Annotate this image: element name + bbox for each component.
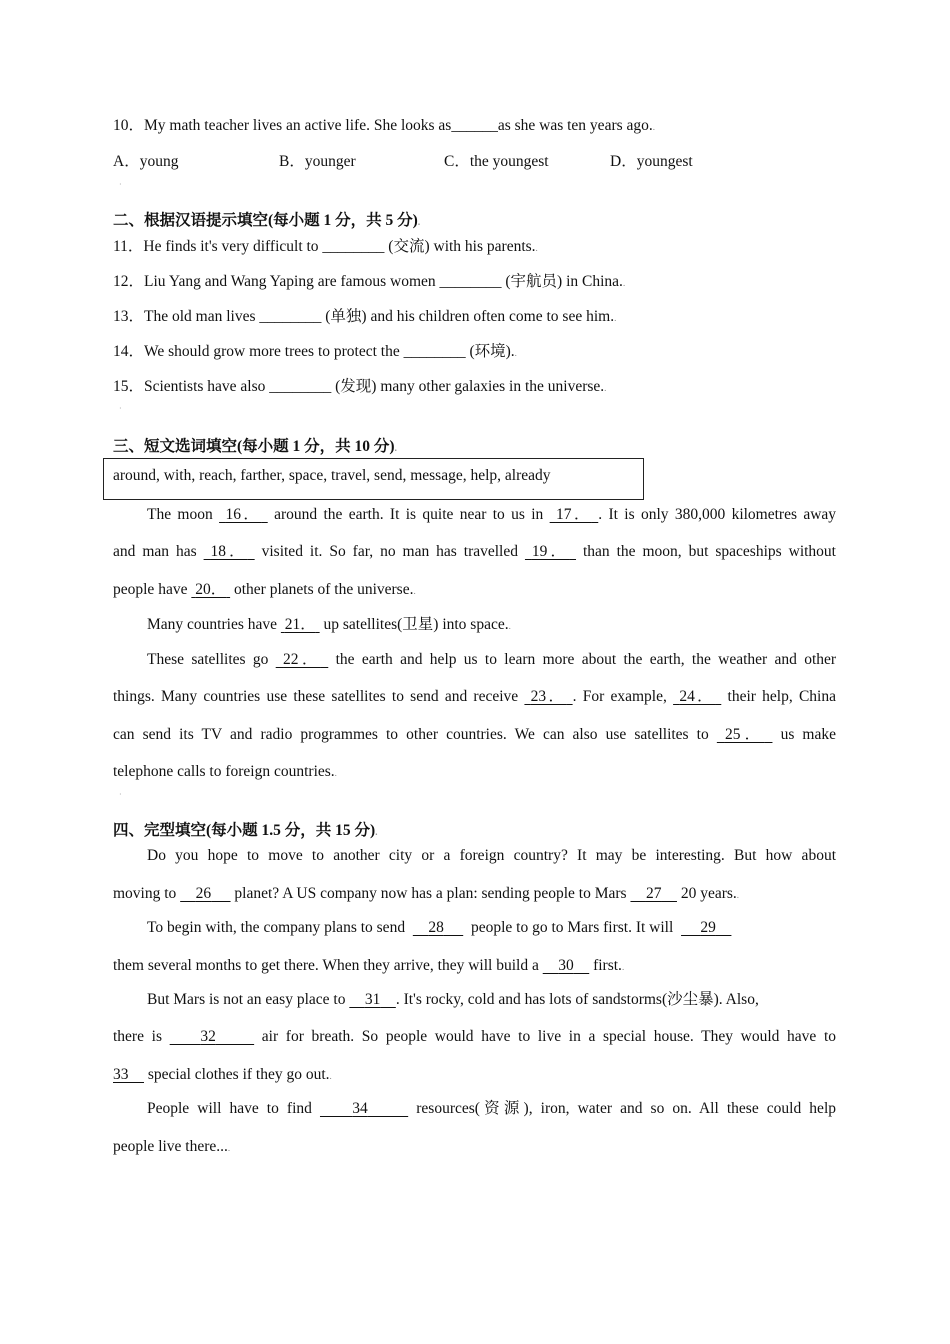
- option-d: D．youngest: [610, 153, 693, 170]
- question-15: 15．Scientists have also ________ (发现) many other galaxies in the universe..: [113, 378, 607, 395]
- cloze-line: 33 special clothes if they go out..: [113, 1066, 332, 1083]
- section-3-heading: 三、短文选词填空(每小题 1 分，共 10 分).: [113, 438, 397, 455]
- blank-22[interactable]: 22．: [283, 651, 321, 668]
- blank-16[interactable]: 16．: [225, 506, 262, 523]
- section-2-heading: 二、根据汉语提示填空(每小题 1 分，共 5 分).: [113, 212, 421, 229]
- cloze-line: People will have to find 34 resources(资源), iron, water and so on. All these could help: [147, 1100, 836, 1117]
- section-4-heading: 四、完型填空(每小题 1.5 分，共 15 分).: [113, 822, 378, 839]
- passage-line: can send its TV and radio programmes to other countries. We can also use satellites to 25． us make: [113, 726, 837, 743]
- option-c: C．the youngest: [444, 153, 549, 170]
- blank-21[interactable]: 21．: [284, 616, 316, 633]
- option-b: B．younger: [279, 153, 356, 170]
- cloze-line: moving to 26 planet? A US company now has a plan: sending people to Mars 27 20 years..: [113, 885, 740, 902]
- blank-33[interactable]: 33: [113, 1066, 129, 1083]
- blank-30[interactable]: 30: [558, 957, 574, 974]
- question-12: 12．Liu Yang and Wang Yaping are famous women ________ (宇航员) in China..: [113, 273, 626, 290]
- blank-18[interactable]: 18．: [210, 543, 248, 560]
- blank-28[interactable]: 28: [428, 919, 444, 936]
- cloze-line: But Mars is not an easy place to 31 . It's rocky, cold and has lots of sandstorms(沙尘暴). Also,: [147, 991, 759, 1008]
- blank-29[interactable]: 29: [700, 919, 716, 936]
- passage-line: things. Many countries use these satellites to send and receive 23． . For example, 24． their help, China: [113, 688, 836, 705]
- blank-19[interactable]: 19．: [531, 543, 570, 560]
- cloze-line: there is 32 air for breath. So people would have to live in a special house. They would have to: [113, 1028, 837, 1045]
- option-a: A．young: [113, 153, 179, 170]
- paragraph-mark: ·: [119, 180, 122, 189]
- cloze-line: Do you hope to move to another city or a foreign country? It may be interesting. But how about: [147, 847, 836, 864]
- paragraph-mark: ·: [119, 404, 122, 413]
- blank-20[interactable]: 20．: [195, 581, 227, 598]
- blank-25[interactable]: 25．: [724, 726, 765, 743]
- question-11: 11．He finds it's very difficult to ________ (交流) with his parents..: [113, 238, 538, 255]
- question-13: 13．The old man lives ________ (单独) and his children often come to see him..: [113, 308, 617, 325]
- question-10-stem: 10．My math teacher lives an active life. She looks as______as she was ten years ago..: [113, 117, 656, 134]
- question-14: 14．We should grow more trees to protect the ________ (环境)..: [113, 343, 517, 360]
- passage-line: and man has 18． visited it. So far, no man has travelled 19． than the moon, but spaceships without: [113, 543, 836, 560]
- cloze-line: them several months to get there. When they arrive, they will build a 30 first..: [113, 957, 625, 974]
- passage-line: These satellites go 22． the earth and help us to learn more about the earth, the weather and other: [147, 651, 837, 668]
- passage-line: people have 20． other planets of the universe..: [113, 581, 416, 598]
- blank-31[interactable]: 31: [364, 991, 381, 1008]
- word-bank: around, with, reach, farther, space, travel, send, message, help, already: [113, 467, 551, 484]
- blank-34[interactable]: 34: [352, 1100, 368, 1117]
- passage-line: telephone calls to foreign countries..: [113, 763, 337, 780]
- blank-17[interactable]: 17．: [555, 506, 592, 523]
- paragraph-mark: ·: [119, 790, 122, 799]
- blank-26[interactable]: 26: [195, 885, 212, 902]
- cloze-line: people live there....: [113, 1138, 231, 1155]
- passage-line: Many countries have 21． up satellites(卫星) into space..: [147, 616, 511, 633]
- cloze-line: To begin with, the company plans to send 28 people to go to Mars first. It will 29: [147, 918, 731, 938]
- blank-27[interactable]: 27: [645, 885, 662, 902]
- blank-32[interactable]: 32: [200, 1028, 216, 1045]
- blank-23[interactable]: 23．: [530, 688, 567, 705]
- blank-24[interactable]: 24．: [679, 688, 716, 705]
- word-bank-box: [103, 458, 644, 500]
- passage-line: The moon 16． around the earth. It is quite near to us in 17． . It is only 380,000 kilometres away: [147, 506, 837, 523]
